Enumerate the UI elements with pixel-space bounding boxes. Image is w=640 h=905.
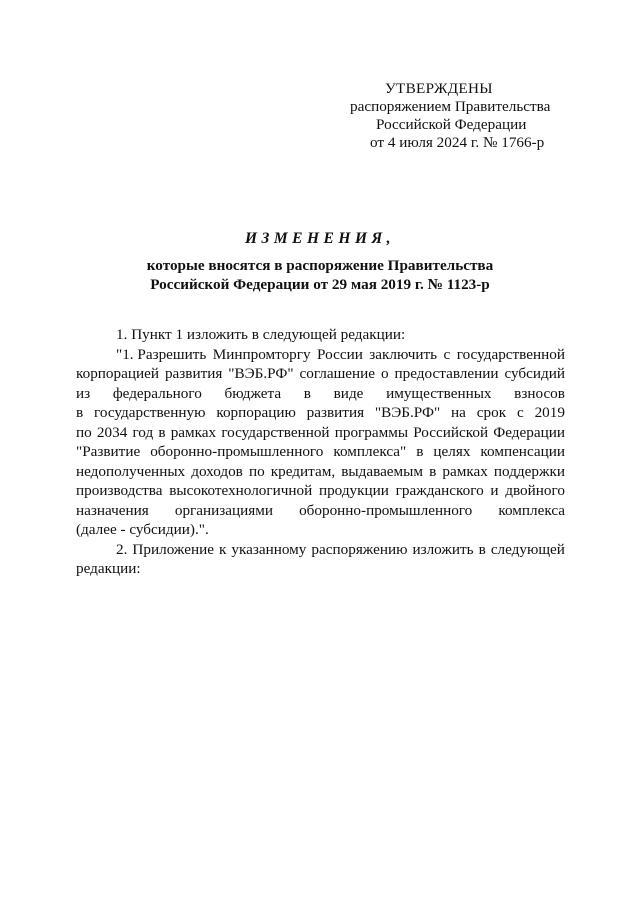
- para-1-line: назначения организациями оборонно-промышленного комплекса: [76, 501, 565, 519]
- para-1-line: производства высокотехнологичной продукции гражданского и двойного: [76, 482, 565, 499]
- para-1-line: "1. Разрешить Минпромторгу России заключить с государственной: [116, 345, 565, 363]
- approval-line-1: распоряжением Правительства: [350, 98, 551, 115]
- para-1-line: "Развитие оборонно-промышленного комплекса" в целях компенсации: [76, 443, 565, 460]
- approval-title: УТВЕРЖДЕНЫ: [385, 80, 493, 97]
- para-1-last-line: (далее - субсидии).".: [76, 521, 209, 538]
- item-2-last-line: редакции:: [76, 560, 141, 577]
- para-1-line: в государственную корпорацию развития "ВЭБ.РФ" на срок с 2019: [76, 404, 565, 421]
- approval-line-2: Российской Федерации: [376, 116, 527, 133]
- para-1-line: по 2034 год в рамках государственной программы Российской Федерации: [76, 423, 565, 441]
- approval-stamp: [330, 80, 570, 152]
- item-1-intro: 1. Пункт 1 изложить в следующей редакции:: [116, 326, 406, 343]
- para-1-line: из федерального бюджета в виде имущественных взносов: [76, 384, 565, 402]
- document-subheading: [0, 256, 640, 294]
- approval-line-3: от 4 июля 2024 г. № 1766-р: [370, 134, 545, 151]
- para-1-line: недополученных доходов по кредитам, выдаваемым в рамках поддержки: [76, 462, 565, 480]
- para-1-line: корпорацией развития "ВЭБ.РФ" соглашение о предоставлении субсидий: [76, 365, 565, 382]
- document-body: [76, 325, 565, 579]
- subheading-line-2: Российской Федерации от 29 мая 2019 г. № 1123-р: [150, 276, 490, 293]
- document-heading: ИЗМЕНЕНИЯ,: [244, 230, 396, 247]
- subheading-line-1: которые вносятся в распоряжение Правительства: [146, 257, 494, 274]
- item-2-line: 2. Приложение к указанному распоряжению изложить в следующей: [116, 540, 565, 558]
